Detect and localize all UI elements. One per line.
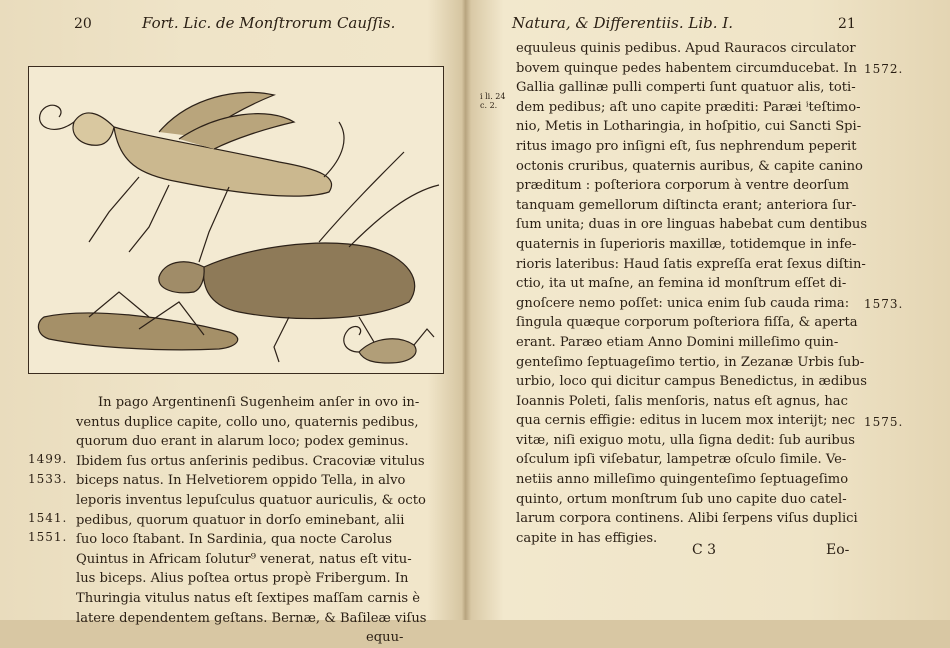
text-line: ritus imago pro inſigni eſt, ſus nephrendum peperit xyxy=(516,138,857,154)
text-line: ventus duplice capite, collo uno, quaternis pedibus, xyxy=(76,414,419,430)
text-line: Quintus in Africam ſolutur⁹ venerat, natus eſt vitu- xyxy=(76,551,412,567)
text-line: ſum unita; duas in ore linguas habebat cum dentibus xyxy=(516,217,868,233)
text-line: qua cernis effigie: editus in lucem mox interijt; nec xyxy=(516,413,856,429)
text-line: dem pedibus; aſt uno capite præditi: Paræi ⁱteſtimo- xyxy=(516,99,861,115)
right-running-head: Natura, & Differentiis. Lib. I. xyxy=(512,14,734,32)
text-line: quaternis in ſuperioris maxillæ, totidemque in infe- xyxy=(516,236,857,252)
text-line: Thuringia vitulus natus eſt ſextipes maſſam carnis è xyxy=(76,590,421,606)
left-page-number: 20 xyxy=(74,16,92,32)
text-line: leporis inventus lepuſculus quatuor auriculis, & octo xyxy=(76,492,426,508)
text-line: præditum : poſteriora corporum à ventre deorſum xyxy=(516,178,850,194)
text-line: In pago Argentinenſi Sugenheim anſer in ovo in- xyxy=(98,395,420,410)
margin-year: 1541. xyxy=(28,511,68,525)
beast-horn xyxy=(40,105,74,129)
margin-year: 1575. xyxy=(864,415,904,429)
text-line: tanquam gemellorum diſtincta erant; anteriora ſur- xyxy=(516,197,857,213)
text-line: gnoſcere nemo poſſet: unica enim ſub cauda rima: xyxy=(516,295,850,311)
text-line: urbio, loco qui dicitur campus Benedictus, in ædibus xyxy=(516,374,867,390)
right-body-text xyxy=(516,39,867,548)
signature-mark: C 3 xyxy=(692,542,717,558)
text-line: Gallia gallinæ pulli comperti ſunt quatuor alis, toti- xyxy=(516,80,856,96)
text-line: quinto, ortum monſtrum ſub uno capite duo catel- xyxy=(516,491,847,507)
monsters-illustration xyxy=(29,67,443,373)
margin-year: 1572. xyxy=(864,62,904,76)
text-line: lus biceps. Alius poſtea ortus propè Fribergum. In xyxy=(76,571,409,587)
text-line: pedibus, quorum quatuor in dorſo eminebant, alii xyxy=(76,512,405,528)
catchword-line: equu- xyxy=(366,630,404,646)
text-line: larum corpora continens. Alibi ſerpens viſus duplici xyxy=(516,511,858,527)
text-line: ſuo loco ſtabant. In Sardinia, qua nocte Carolus xyxy=(76,532,392,548)
text-line: genteſimo ſeptuageſimo tertio, in Zezanæ Urbis ſub- xyxy=(516,354,865,370)
text-line: oſculum ipſi viſebatur, lampetræ oſculo ſimile. Ve- xyxy=(516,452,847,468)
text-line: biceps natus. In Helvetiorem oppido Tella, in alvo xyxy=(76,473,406,489)
text-line: erant. Paræo etiam Anno Domini milleſimo quin- xyxy=(516,334,839,350)
grasshopper xyxy=(38,313,237,350)
margin-year: 1533. xyxy=(28,472,68,486)
left-body-text xyxy=(76,393,427,648)
winged-beast-tail xyxy=(324,122,344,177)
margin-reference: i li. 24 c. 2. xyxy=(480,92,506,110)
text-line: bovem quinque pedes habentem circumducebat. In xyxy=(516,60,857,76)
text-line: latere dependentem geſtans. Bernæ, & Baſileæ viſus xyxy=(76,610,427,626)
text-line: rioris lateribus: Haud ſatis expreſſa erat ſexus diſtin- xyxy=(516,256,866,272)
text-line: ctio, ita ut maſne, an femina id monſtrum eſſet di- xyxy=(516,276,847,292)
margin-year: 1573. xyxy=(864,297,904,311)
text-line: ſingula quæque corporum poſteriora fiſſa, & aperta xyxy=(516,315,858,331)
text-line: netiis anno milleſimo quingenteſimo ſeptuageſimo xyxy=(516,472,849,488)
right-page-number: 21 xyxy=(838,16,856,32)
bull-body xyxy=(204,243,415,318)
margin-year: 1551. xyxy=(28,530,68,544)
text-line: quorum duo erant in alarum loco; podex geminus. xyxy=(76,434,409,450)
text-line: octonis cruribus, quaternis auribus, & capite canino xyxy=(516,158,863,174)
text-line: equuleus quinis pedibus. Apud Rauracos circulator xyxy=(516,41,856,56)
text-line: nio, Metis in Lotharingia, in hoſpitio, cui Sancti Spi- xyxy=(516,119,862,135)
engraving-plate xyxy=(28,66,444,374)
left-page xyxy=(0,0,462,646)
text-line: vitæ, niſi exiguo motu, ulla ſigna dedit: ſub auribus xyxy=(516,432,855,448)
margin-year: 1499. xyxy=(28,452,68,466)
text-line: Ioannis Poleti, ſalis menſoris, natus eſt agnus, hac xyxy=(516,393,848,409)
text-line: capite in has effigies. xyxy=(516,530,658,546)
winged-beast-head xyxy=(73,113,114,145)
text-line: Ibidem ſus ortus anſerinis pedibus. Cracoviæ vitulus xyxy=(76,453,425,469)
right-page xyxy=(470,0,950,620)
left-running-head: Fort. Lic. de Monſtrorum Cauſſis. xyxy=(142,14,396,32)
bull-head xyxy=(159,262,204,293)
scorpion xyxy=(359,339,416,363)
catchword: Eo- xyxy=(826,542,850,558)
